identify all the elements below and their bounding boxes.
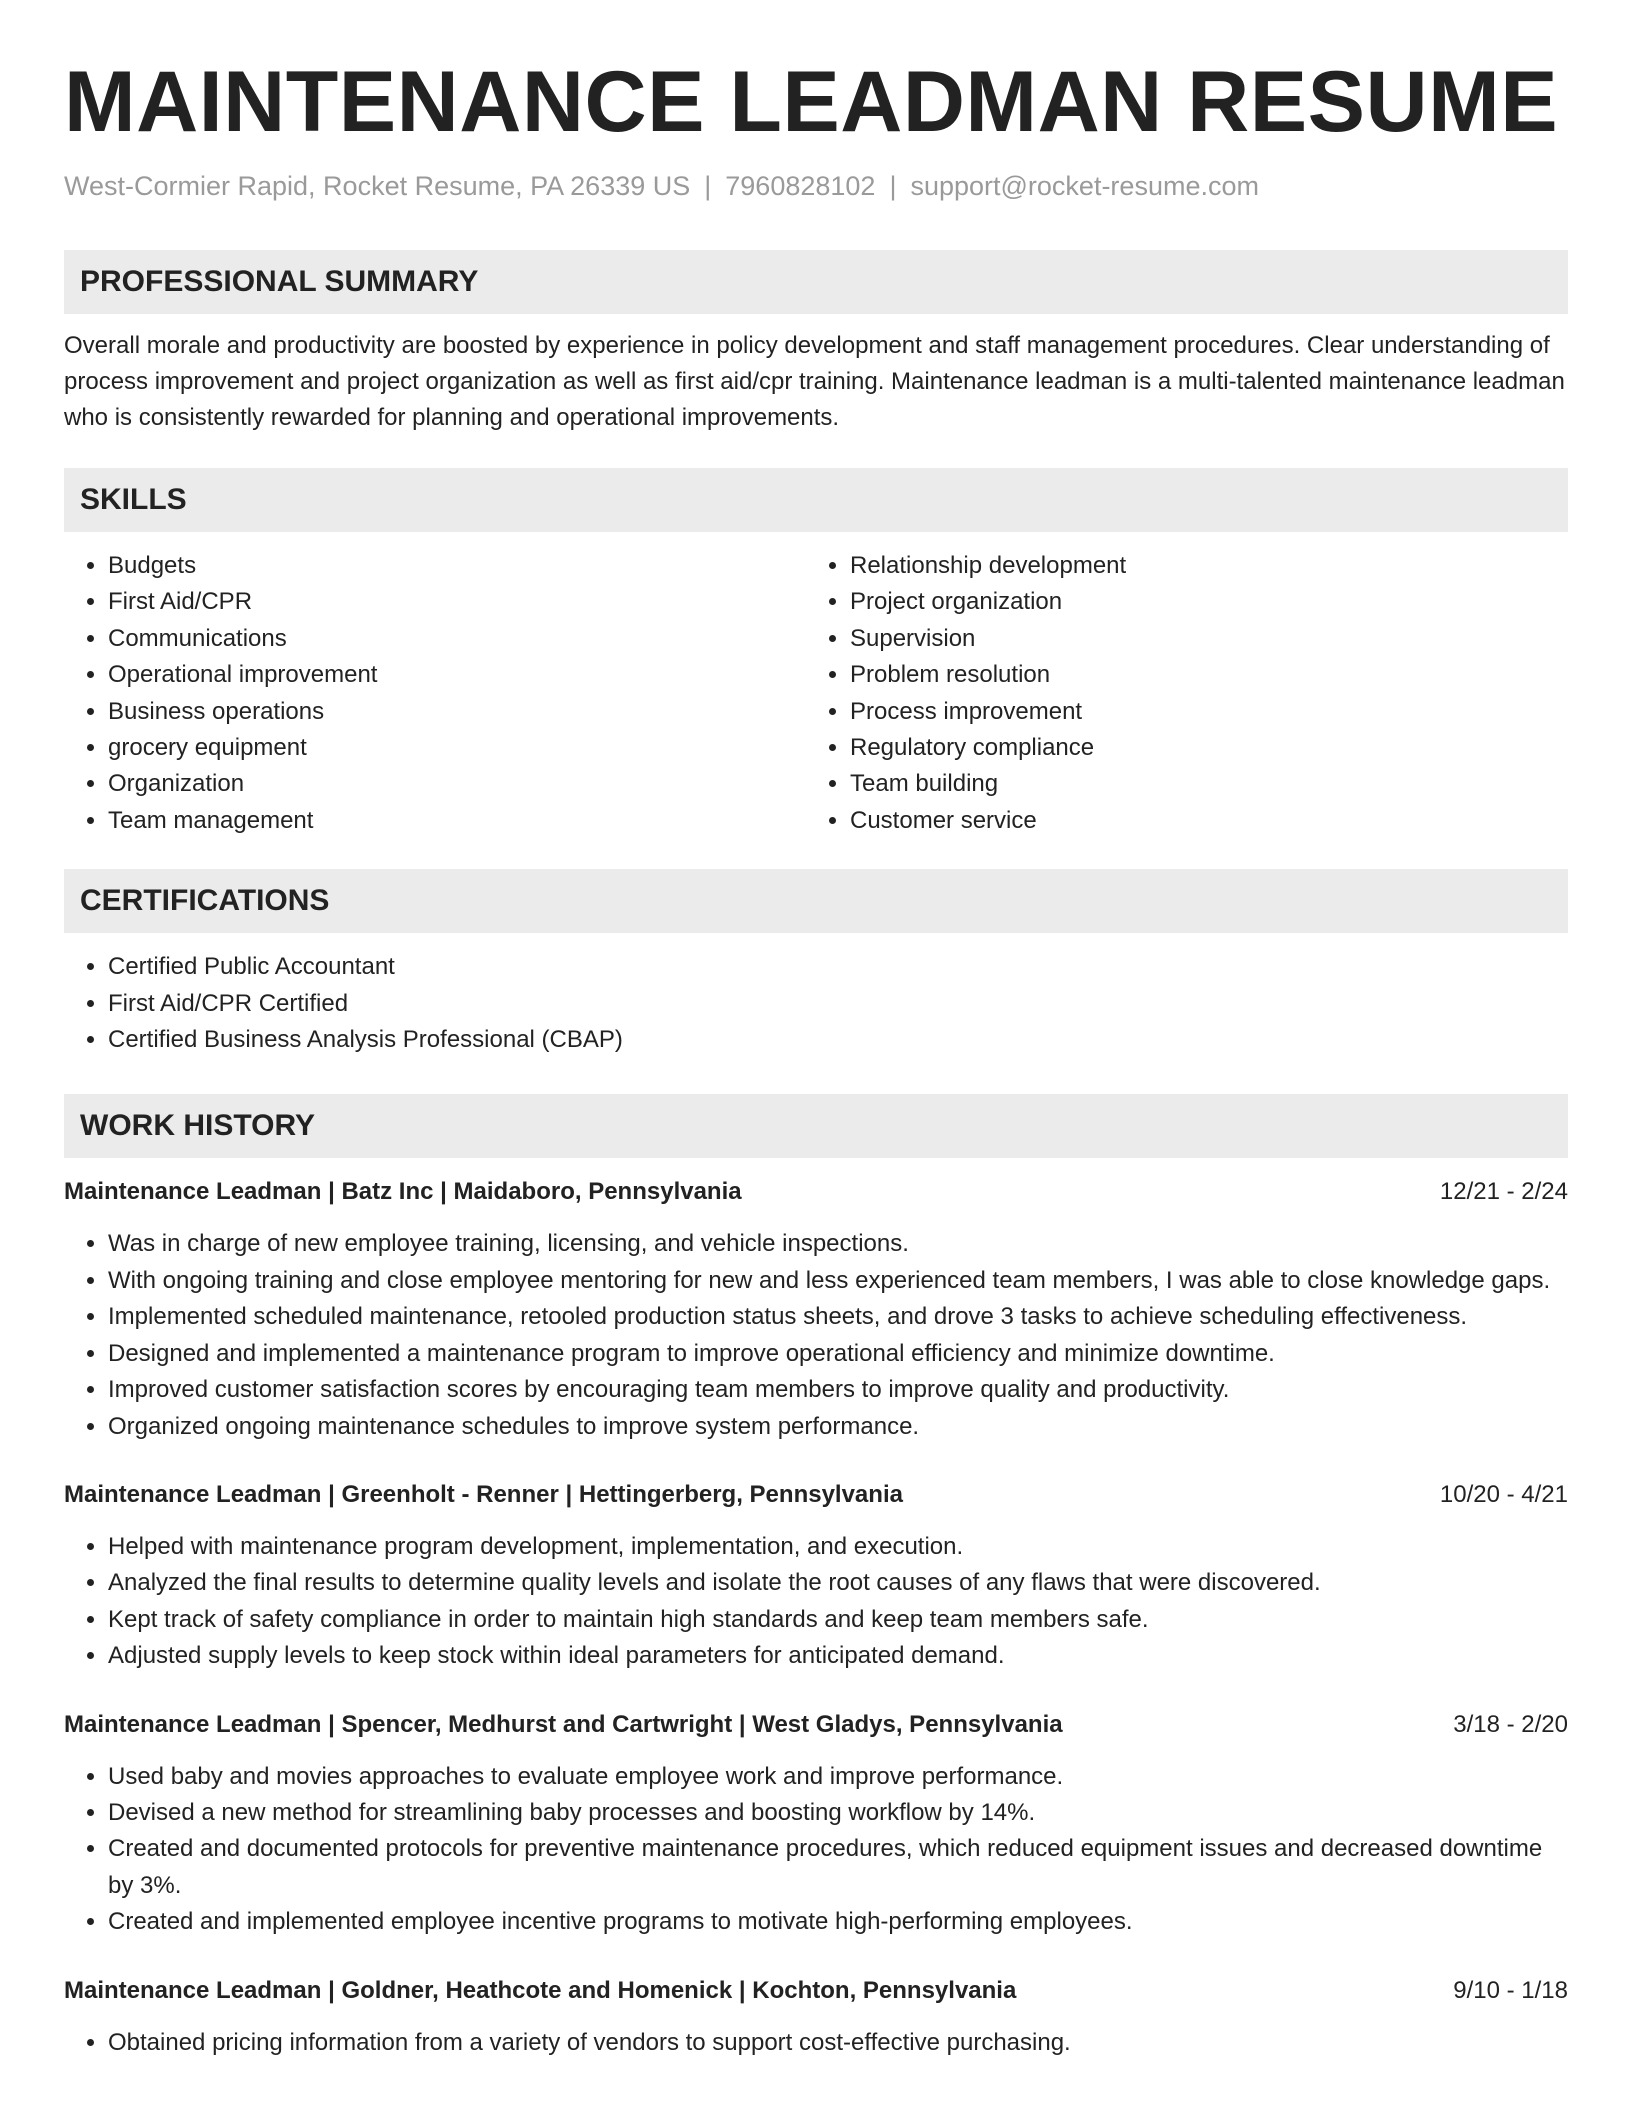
job-dates: 12/21 - 2/24 — [1439, 1178, 1568, 1206]
job-dates: 3/18 - 2/20 — [1453, 1710, 1568, 1738]
job-bullet: • Was in charge of new employee training, licensing, and vehicle inspections. — [108, 1226, 1568, 1262]
job-bullet: • Implemented scheduled maintenance, retooled production status sheets, and drove 3 tasks to achieve scheduling effectiveness. — [108, 1299, 1568, 1335]
section-heading-certifications: CERTIFICATIONS — [64, 869, 1568, 933]
skills-column-left — [64, 548, 806, 839]
job-header — [64, 1477, 1568, 1513]
job-entry — [64, 1477, 1568, 1675]
job-bullet: • Devised a new method for streamlining baby processes and boosting workflow by 14%. — [108, 1795, 1568, 1831]
job-header — [64, 1174, 1568, 1210]
skills-columns — [64, 548, 1568, 839]
job-header — [64, 1973, 1568, 2009]
skill-item: • Team management — [108, 803, 806, 839]
job-bullet: • Helped with maintenance program development, implementation, and execution. — [108, 1529, 1568, 1565]
job-header — [64, 1707, 1568, 1743]
job-bullets — [64, 1759, 1568, 1941]
job-bullet: • Improved customer satisfaction scores by encouraging team members to improve quality and productivity. — [108, 1372, 1568, 1408]
work-history-section — [64, 1094, 1568, 2061]
certifications-list — [64, 949, 1568, 1058]
summary-text: Overall morale and productivity are boosted by experience in policy development and staff management procedures. Clear understanding of process improvement and project organization as well as first aid/cpr training. Maintenance leadman is a multi-talented maintenance leadman who is consistently rewarded for planning and operational improvements. — [64, 332, 1565, 431]
skill-item: • Communications — [108, 621, 806, 657]
job-bullet: • Created and implemented employee incentive programs to motivate high-performing employees. — [108, 1904, 1568, 1940]
skill-item: • Business operations — [108, 694, 806, 730]
job-entry — [64, 1707, 1568, 1941]
skill-item: • Organization — [108, 766, 806, 802]
contact-line — [64, 168, 1568, 204]
resume-content — [64, 52, 1568, 2061]
skill-item: • Process improvement — [850, 694, 1548, 730]
job-bullets — [64, 1226, 1568, 1444]
job-bullet: • With ongoing training and close employee mentoring for new and less experienced team members, I was able to close knowledge gaps. — [108, 1263, 1568, 1299]
job-bullet: • Designed and implemented a maintenance program to improve operational efficiency and minimize downtime. — [108, 1336, 1568, 1372]
skill-item: • Operational improvement — [108, 657, 806, 693]
section-heading-skills: SKILLS — [64, 468, 1568, 532]
skill-item: • Regulatory compliance — [850, 730, 1548, 766]
job-bullets — [64, 1529, 1568, 1675]
job-entry — [64, 1174, 1568, 1444]
contact-address: West-Cormier Rapid, Rocket Resume, PA 26339 US — [64, 171, 691, 201]
skills-section — [64, 468, 1568, 839]
skill-item: • Problem resolution — [850, 657, 1548, 693]
job-bullet: • Kept track of safety compliance in order to maintain high standards and keep team members safe. — [108, 1602, 1568, 1638]
skill-item: • Budgets — [108, 548, 806, 584]
skill-item: • Project organization — [850, 584, 1548, 620]
contact-separator: | — [889, 171, 897, 201]
contact-separator: | — [704, 171, 712, 201]
skill-item: • First Aid/CPR — [108, 584, 806, 620]
job-title: Maintenance Leadman | Greenholt - Renner | Hettingerberg, Pennsylvania — [64, 1480, 903, 1508]
skill-item: • Relationship development — [850, 548, 1548, 584]
resume-title: MAINTENANCE LEADMAN RESUME — [64, 54, 1559, 150]
job-bullet: • Obtained pricing information from a variety of vendors to support cost-effective purchasing. — [108, 2025, 1568, 2061]
skills-list-left — [64, 548, 806, 839]
job-bullets — [64, 2025, 1568, 2061]
contact-phone: 7960828102 — [725, 171, 876, 201]
job-bullet: • Organized ongoing maintenance schedules to improve system performance. — [108, 1409, 1568, 1445]
job-dates: 9/10 - 1/18 — [1453, 1976, 1568, 2004]
job-title: Maintenance Leadman | Goldner, Heathcote and Homenick | Kochton, Pennsylvania — [64, 1976, 1017, 2004]
job-dates: 10/20 - 4/21 — [1439, 1480, 1568, 1508]
certification-item: • Certified Business Analysis Professional (CBAP) — [108, 1022, 1568, 1058]
skills-column-right — [806, 548, 1548, 839]
job-title: Maintenance Leadman | Batz Inc | Maidaboro, Pennsylvania — [64, 1178, 742, 1206]
job-bullet: • Created and documented protocols for preventive maintenance procedures, which reduced equipment issues and decreased downtime by 3%. — [108, 1831, 1568, 1904]
contact-email: support@rocket-resume.com — [910, 171, 1259, 201]
skill-item: • Supervision — [850, 621, 1548, 657]
job-entry — [64, 1973, 1568, 2061]
section-heading-summary: PROFESSIONAL SUMMARY — [64, 250, 1568, 314]
skill-item: • grocery equipment — [108, 730, 806, 766]
section-heading-work-history: WORK HISTORY — [64, 1094, 1568, 1158]
certification-item: • First Aid/CPR Certified — [108, 986, 1568, 1022]
job-bullet: • Analyzed the final results to determine quality levels and isolate the root causes of any flaws that were discovered. — [108, 1565, 1568, 1601]
job-title: Maintenance Leadman | Spencer, Medhurst and Cartwright | West Gladys, Pennsylvania — [64, 1710, 1063, 1738]
professional-summary-section — [64, 250, 1568, 436]
certifications-section — [64, 869, 1568, 1058]
skill-item: • Team building — [850, 766, 1548, 802]
certification-item: • Certified Public Accountant — [108, 949, 1568, 985]
job-bullet: • Used baby and movies approaches to evaluate employee work and improve performance. — [108, 1759, 1568, 1795]
skills-list-right — [806, 548, 1548, 839]
skill-item: • Customer service — [850, 803, 1548, 839]
job-bullet: • Adjusted supply levels to keep stock within ideal parameters for anticipated demand. — [108, 1638, 1568, 1674]
